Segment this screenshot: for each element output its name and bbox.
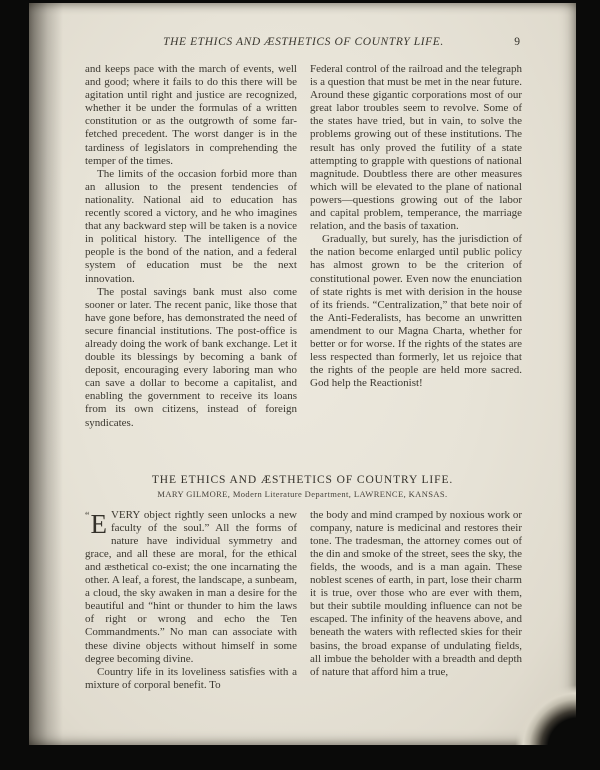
article1-left-column <box>85 63 297 430</box>
paragraph: and keeps pace with the march of events, well and good; where it fails to do this there will be agitation until right and justice are recognized, whether it be under the formulas of a written constitution or as the outgrowth of some far-fetched precedent. The worst danger is in the tardiness of legislators in comprehending the temper of the times. <box>85 63 297 167</box>
section-title: THE ETHICS AND ÆSTHETICS OF COUNTRY LIFE. <box>151 473 454 486</box>
paragraph: the body and mind cramped by noxious work or company, nature is medicinal and restores their tone. The tradesman, the attorney comes out of the din and smoke of the street, sees the sky, the fields, the woods, and is a man again. These noblest scenes of earth, in part, lose their charm it is true, over those who are ever with them, but their subtile moulding influence can not be escaped. The infinity of the heavens above, and beneath the waters with reflected skies for their basins, the broad expanse of undulating fields, all imbue the beholder with a breadth and depth of nature that afford him a true, <box>310 508 522 678</box>
paragraph: Country life in its loveliness satisfies with a mixture of corporal benefit. To <box>85 665 297 691</box>
section-heading <box>29 474 576 499</box>
article1-columns <box>85 63 522 430</box>
paragraph: Federal control of the railroad and the telegraph is a question that must be met in the near future. Around these gigantic corporations most of our great labor troubles seem to revolve. Some of the states have tried, but in vain, to solve the problems growing out of these institutions. The result has only proved the futility of a state attempting to grapple with questions of national magnitude. Doubtless there are other measures which will be elevated to the plane of national powers—questions growing out of the labor and capital problem, temperance, the marriage relation, and the basis of taxation. <box>310 63 522 233</box>
drop-cap-letter: E <box>90 508 107 539</box>
book-page <box>29 3 576 745</box>
article-opening-paragraph <box>85 509 297 666</box>
drop-cap <box>85 510 107 537</box>
running-header-title: THE ETHICS AND ÆSTHETICS OF COUNTRY LIFE. <box>163 36 444 48</box>
article1-right-column <box>310 63 522 430</box>
running-header <box>85 36 522 51</box>
article2-right-column <box>310 509 522 692</box>
paragraph: Gradually, but surely, has the jurisdiction of the nation become enlarged until public policy has almost grown to be the criterion of constitutional power. Even now the enunciation of state rights is met with derision in the house of its friends. “Centralization,” that bete noir of the Anti-Federalists, has become an unwritten amendment to our Magna Charta, whether for better or for worse. If the rights of the states are less respected than formerly, let us rejoice that the rights of the people are held more sacred. God help the Reactionist! <box>310 233 522 390</box>
article2-columns <box>85 509 522 692</box>
paragraph: The limits of the occasion forbid more than an allusion to the present tendencies of nationality. National aid to education has recently scored a victory, and he who imagines that any backward step will be taken is a novice in political history. The intelligence of the people is the bond of the nation, and a federal system of education must be the next innovation. <box>85 167 297 285</box>
section-byline: MARY GILMORE, Modern Literature Department, LAWRENCE, KANSAS. <box>157 488 448 499</box>
article2-left-column <box>85 509 297 692</box>
page-number: 9 <box>514 36 520 48</box>
paragraph: The postal savings bank must also come sooner or later. The recent panic, like those that have gone before, has demonstrated the need of secure financial institutions. The post-office is already doing the work of bank exchange. Let it double its blessings by becoming a bank of deposit, encouraging every laboring man who can save a dollar to become a capitalist, and enabling the government to receive its loans from its own citizens, instead of foreign syndicates. <box>85 285 297 429</box>
opening-quote-mark: “ <box>85 510 90 522</box>
book-spine-shadow <box>29 3 63 745</box>
paragraph-text: VERY object rightly seen unlocks a new faculty of the soul.” All the forms of nature have individual symmetry and grace, and all these are moral, for the ethical and æsthetical co-exist; the one incarnating the other. A leaf, a forest, the landscape, a sunbeam, a cloud, the sky awaken in man a desire for the beautiful and “hint or thunder to him the laws of right or wrong and echo the Ten Commandments.” No man can associate with these divine objects without himself in some degree becoming divine. <box>85 508 297 665</box>
